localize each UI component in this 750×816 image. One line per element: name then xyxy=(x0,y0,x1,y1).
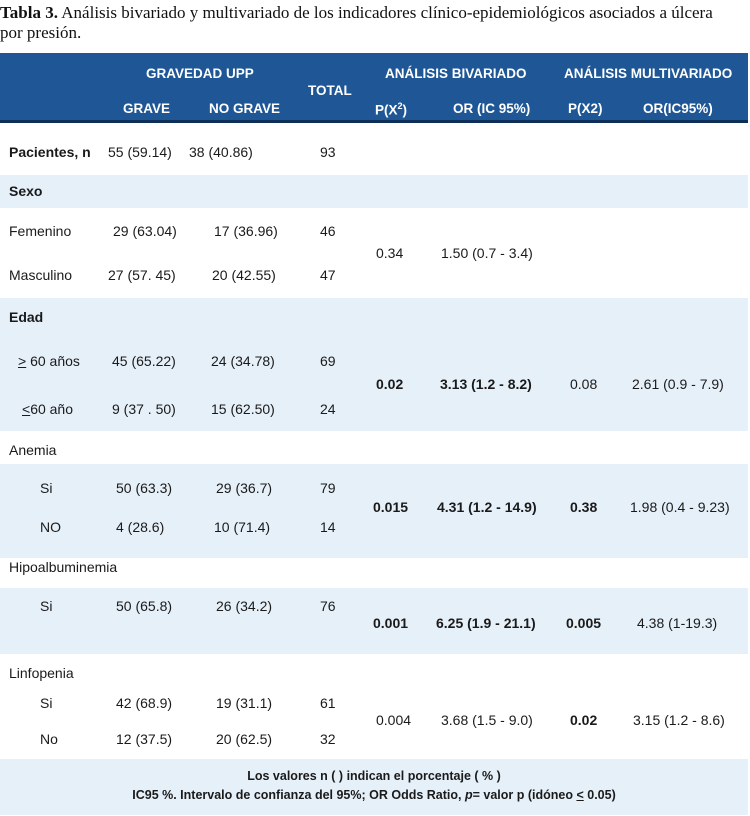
femenino-total: 46 xyxy=(320,223,336,239)
masculino-label: Masculino xyxy=(9,267,73,283)
hipo-si-grave: 50 (65.8) xyxy=(116,598,173,614)
edad-p-multi: 0.08 xyxy=(570,376,598,392)
sexo-or: 1.50 (0.7 - 3.4) xyxy=(441,245,533,261)
header-total: TOTAL xyxy=(308,83,352,98)
hipo-or-multi: 4.38 (1-19.3) xyxy=(637,615,718,631)
anemia-or: 4.31 (1.2 - 14.9) xyxy=(437,499,537,515)
linfo-label: Linfopenia xyxy=(9,665,74,681)
femenino-no-grave: 17 (36.96) xyxy=(214,223,278,239)
edad-mayor-no-grave: 24 (34.78) xyxy=(211,353,275,369)
edad-mayor-total: 69 xyxy=(320,353,336,369)
anemia-p-multi: 0.38 xyxy=(570,499,598,515)
pacientes-no-grave: 38 (40.86) xyxy=(189,144,253,160)
sexo-p: 0.34 xyxy=(376,245,404,261)
edad-or-multi: 2.61 (0.9 - 7.9) xyxy=(632,376,724,392)
anemia-no-total: 14 xyxy=(320,519,336,535)
header-grave: GRAVE xyxy=(123,101,171,116)
linfo-si-grave: 42 (68.9) xyxy=(116,695,173,711)
pacientes-grave: 55 (59.14) xyxy=(108,144,172,160)
anemia-si-grave: 50 (63.3) xyxy=(116,480,173,496)
table-caption xyxy=(0,3,746,43)
masculino-grave: 27 (57. 45) xyxy=(108,267,176,283)
linfo-no-total: 32 xyxy=(320,731,336,747)
header-p-x2-multi: P(X2) xyxy=(568,101,603,116)
anemia-si-no-grave: 29 (36.7) xyxy=(216,480,273,496)
linfo-no-no-grave: 20 (62.5) xyxy=(216,731,273,747)
header-or-ic: OR (IC 95%) xyxy=(453,101,531,116)
linfo-si-total: 61 xyxy=(320,695,336,711)
footnote-line2: IC95 %. Intervalo de confianza del 95%; OR Odds Ratio, p= valor p (idóneo < 0.05) xyxy=(132,788,616,802)
header-or-ic-multi: OR(IC95%) xyxy=(643,101,713,116)
linfo-or-multi: 3.15 (1.2 - 8.6) xyxy=(633,712,725,728)
edad-menor-total: 24 xyxy=(320,401,336,417)
anemia-no-label: NO xyxy=(40,519,61,535)
sexo-label: Sexo xyxy=(9,183,43,199)
anemia-label: Anemia xyxy=(9,442,57,458)
caption-text: Análisis bivariado y multivariado de los indicadores clínico-epidemiológicos asociados a úlcera xyxy=(57,3,713,22)
row-anemia-header xyxy=(0,431,748,464)
edad-menor-label: <60 año xyxy=(22,401,74,417)
masculino-total: 47 xyxy=(320,267,336,283)
footnote-line1: Los valores n ( ) indican el porcentaje ( % ) xyxy=(247,769,501,783)
linfo-si-label: Si xyxy=(40,695,53,711)
caption-label: Tabla 3. xyxy=(0,3,58,22)
row-sexo-values xyxy=(0,208,748,298)
hipo-si-label: Si xyxy=(40,598,53,614)
edad-or: 3.13 (1.2 - 8.2) xyxy=(440,376,532,392)
anemia-or-multi: 1.98 (0.4 - 9.23) xyxy=(630,499,730,515)
anemia-p: 0.015 xyxy=(373,499,409,515)
caption-text-line2: por presión. xyxy=(0,23,82,42)
linfo-no-grave: 12 (37.5) xyxy=(116,731,173,747)
row-linfo-header xyxy=(0,654,748,688)
linfo-si-no-grave: 19 (31.1) xyxy=(216,695,273,711)
linfo-no-label: No xyxy=(40,731,58,747)
header-gravedad-upp: GRAVEDAD UPP xyxy=(146,66,254,81)
hipo-p-multi: 0.005 xyxy=(566,615,602,631)
hipo-label: Hipoalbuminemia xyxy=(9,559,118,575)
linfo-or: 3.68 (1.5 - 9.0) xyxy=(441,712,533,728)
edad-mayor-label: > 60 años xyxy=(18,353,80,369)
hipo-or: 6.25 (1.9 - 21.1) xyxy=(436,615,536,631)
edad-mayor-grave: 45 (65.22) xyxy=(112,353,176,369)
linfo-p-multi: 0.02 xyxy=(570,712,598,728)
anemia-si-label: Si xyxy=(40,480,53,496)
anemia-no-no-grave: 10 (71.4) xyxy=(214,519,271,535)
hipo-si-no-grave: 26 (34.2) xyxy=(216,598,273,614)
pacientes-label: Pacientes, n xyxy=(9,144,91,160)
table-header xyxy=(0,53,748,123)
data-table xyxy=(0,53,748,815)
anemia-si-total: 79 xyxy=(320,480,336,496)
header-p-x2: $P(X^2)$ xyxy=(375,101,408,118)
hipo-p: 0.001 xyxy=(373,615,409,631)
femenino-label: Femenino xyxy=(9,223,72,239)
pacientes-total: 93 xyxy=(320,144,336,160)
masculino-no-grave: 20 (42.55) xyxy=(212,267,276,283)
edad-menor-no-grave: 15 (62.50) xyxy=(211,401,275,417)
header-analisis-bivariado: ANÁLISIS BIVARIADO xyxy=(385,66,527,81)
row-sexo-header xyxy=(0,175,748,208)
footnote-band xyxy=(0,759,748,815)
anemia-no-grave: 4 (28.6) xyxy=(116,519,165,535)
row-edad-header xyxy=(0,298,748,336)
femenino-grave: 29 (63.04) xyxy=(113,223,177,239)
edad-menor-grave: 9 (37 . 50) xyxy=(112,401,176,417)
edad-label: Edad xyxy=(9,309,44,325)
header-analisis-multivariado: ANÁLISIS MULTIVARIADO xyxy=(564,66,733,81)
hipo-si-total: 76 xyxy=(320,598,336,614)
edad-p: 0.02 xyxy=(376,376,404,392)
header-no-grave: NO GRAVE xyxy=(209,101,281,116)
linfo-p: 0.004 xyxy=(376,712,412,728)
